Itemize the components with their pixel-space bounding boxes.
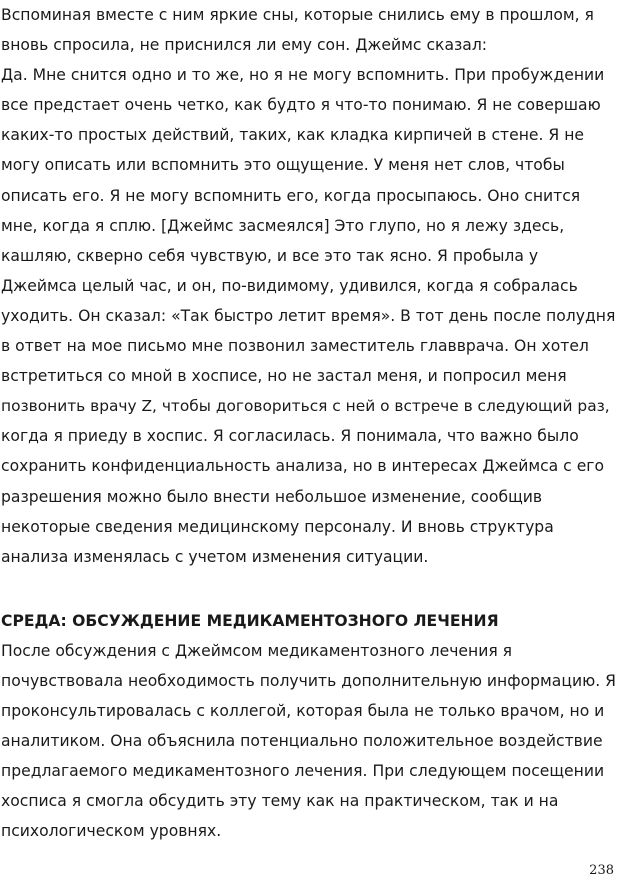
text-line: когда я приеду в хоспис. Я согласилась. Я понимала, что важно было <box>1 427 579 446</box>
page-number: 238 <box>589 863 614 878</box>
section-heading: СРЕДА: ОБСУЖДЕНИЕ МЕДИКАМЕНТОЗНОГО ЛЕЧЕНИЯ <box>1 611 499 630</box>
text-line: аналитиком. Она объяснила потенциально положительное воздействие <box>1 732 603 751</box>
paragraph-session-notes <box>1 0 616 572</box>
text-line: анализа изменялась с учетом изменения ситуации. <box>1 547 429 566</box>
text-line: позвонить врачу Z, чтобы договориться с ней о встрече в следующий раз, <box>1 397 610 416</box>
text-line: предлагаемого медикаментозного лечения. При следующем посещении <box>1 762 605 781</box>
text-line: в ответ на мое письмо мне позвонил заместитель главврача. Он хотел <box>1 337 589 356</box>
text-line: хосписа я смогла обсудить эту тему как на практическом, так и на <box>1 792 559 811</box>
text-line: каких-то простых действий, таких, как кладка кирпичей в стене. Я не <box>1 126 584 145</box>
text-line: Да. Мне снится одно и то же, но я не могу вспомнить. При пробуждении <box>1 66 605 85</box>
text-line: некоторые сведения медицинскому персоналу. И вновь структура <box>1 517 554 536</box>
text-line: После обсуждения с Джеймсом медикаментозного лечения я <box>1 641 513 660</box>
text-line: вновь спросила, не приснился ли ему сон. Джеймс сказал: <box>1 36 488 55</box>
text-line: описать его. Я не могу вспомнить его, когда просыпаюсь. Оно снится <box>1 186 581 205</box>
text-line: могу описать или вспомнить это ощущение. У меня нет слов, чтобы <box>1 156 565 175</box>
text-line: разрешения можно было внести небольшое изменение, сообщив <box>1 487 543 506</box>
text-line: почувствовала необходимость получить дополнительную информацию. Я <box>1 671 616 690</box>
paragraph-gap <box>1 572 616 602</box>
text-line: Джеймса целый час, и он, по-видимому, удивился, когда я собралась <box>1 276 578 295</box>
text-line: психологическом уровнях. <box>1 822 222 841</box>
page-text <box>1 0 616 847</box>
text-line: Вспоминая вместе с ним яркие сны, которые снились ему в прошлом, я <box>1 6 594 24</box>
text-line: уходить. Он сказал: «Так быстро летит время». В тот день после полудня <box>1 306 616 325</box>
paragraph-medication-discussion <box>1 636 616 847</box>
text-line: сохранить конфиденциальность анализа, но в интересах Джеймса с его <box>1 457 605 476</box>
text-line: встретиться со мной в хосписе, но не застал меня, и попросил меня <box>1 367 567 386</box>
text-line: проконсультировалась с коллегой, которая была не только врачом, но и <box>1 702 605 721</box>
text-line: все предстает очень четко, как будто я что-то понимаю. Я не совершаю <box>1 96 601 115</box>
text-line: мне, когда я сплю. [Джеймс засмеялся] Это глупо, но я лежу здесь, <box>1 216 565 235</box>
text-line: кашляю, скверно себя чувствую, и все это так ясно. Я пробыла у <box>1 246 539 265</box>
